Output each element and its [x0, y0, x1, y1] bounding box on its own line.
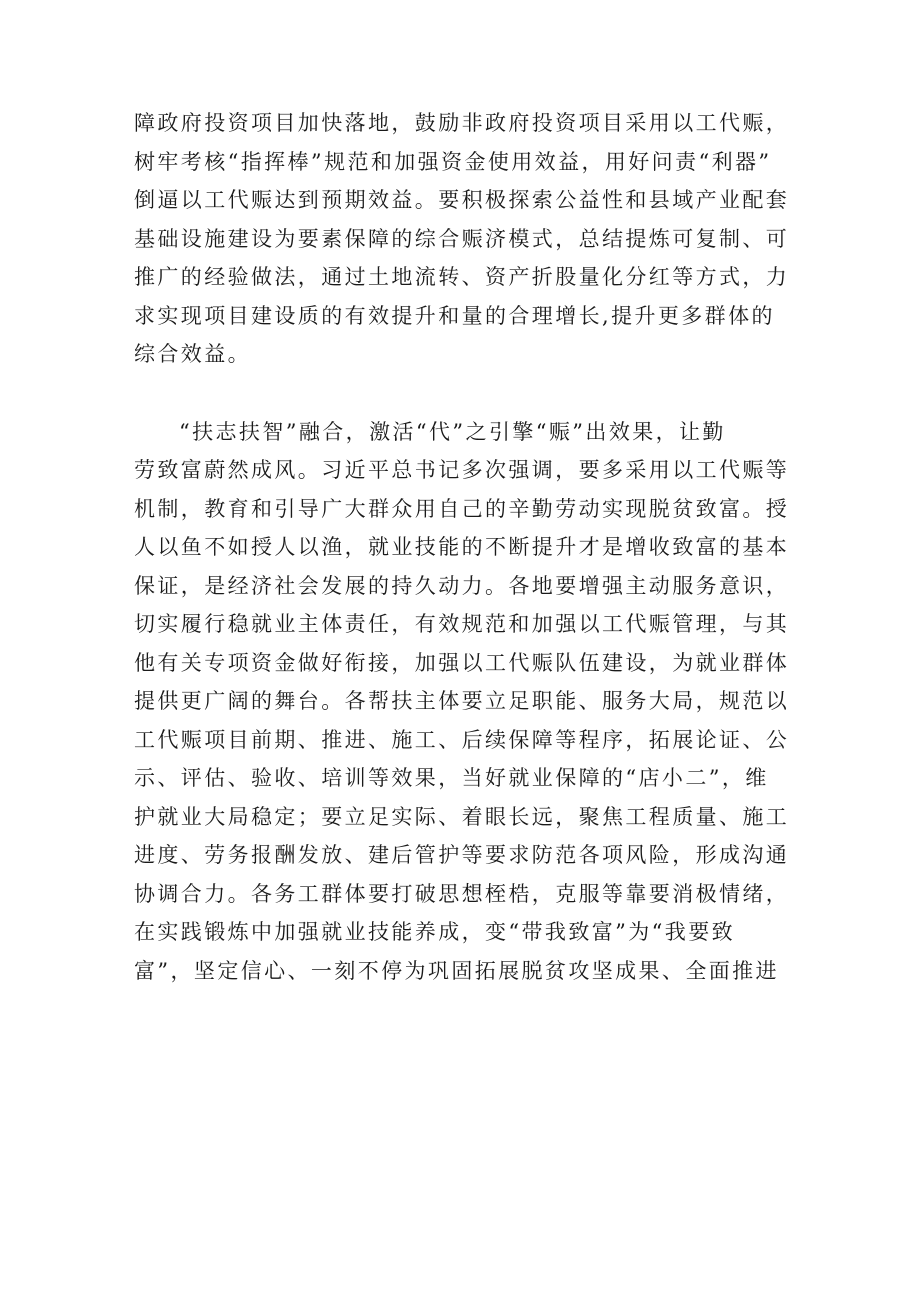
document-body — [134, 104, 794, 990]
paragraph-1-line: 树牢考核“指挥棒”规范和加强资金使用效益，用好问责“利器” — [134, 149, 772, 174]
paragraph-2-line: 示、评估、验收、培训等效果，当好就业保障的“店小二”，维 — [134, 766, 769, 790]
paragraph-2-line: 切实履行稳就业主体责任，有效规范和加强以工代赈管理，与其 — [134, 612, 790, 636]
paragraph-2-first-line: “扶志扶智”融合，激活“代”之引擎“赈”出效果，让勤 — [179, 419, 726, 444]
paragraph-2-line: 保证，是经济社会发展的持久动力。各地要增强主动服务意识， — [134, 573, 790, 598]
paragraph-2-line: 护就业大局稳定；要立足实际、着眼长远，聚焦工程质量、施工 — [134, 804, 790, 829]
paragraph-1-line: 障政府投资项目加快落地，鼓励非政府投资项目采用以工代赈， — [134, 111, 790, 135]
paragraph-1-line: 综合效益。 — [134, 342, 251, 366]
paragraph-1-line: 倒逼以工代赈达到预期效益。要积极探索公益性和县域产业配套 — [134, 188, 790, 212]
paragraph-2-line: 人以鱼不如授人以渔，就业技能的不断提升才是增收致富的基本 — [134, 535, 790, 559]
paragraph-2-line: 机制，教育和引导广大群众用自己的辛勤劳动实现脱贫致富。授 — [134, 496, 790, 521]
paragraph-2-line: 进度、劳务报酬发放、建后管护等要求防范各项风险，形成沟通 — [134, 843, 790, 867]
paragraph-2-line: 提供更广阔的舞台。各帮扶主体要立足职能、服务大局，规范以 — [134, 689, 790, 713]
paragraph-2-line: 协调合力。各务工群体要打破思想桎梏，克服等靠要消极情绪， — [134, 881, 790, 906]
paragraph-1-line: 推广的经验做法，通过土地流转、资产折股量化分红等方式，力 — [134, 265, 790, 289]
paragraph-2-line: 在实践锻炼中加强就业技能养成，变“带我致富”为“我要致 — [134, 920, 736, 944]
paragraph-2-line: 他有关专项资金做好衔接，加强以工代赈队伍建设，为就业群体 — [134, 650, 790, 675]
paragraph-2-line: 劳致富蔚然成风。习近平总书记多次强调，要多采用以工代赈等 — [134, 458, 790, 482]
paragraph-1 — [134, 104, 794, 374]
paragraph-2 — [134, 413, 794, 991]
paragraph-1-line: 基础设施建设为要素保障的综合赈济模式，总结提炼可复制、可 — [134, 226, 790, 251]
paragraph-2-line: 富”，坚定信心、一刻不停为巩固拓展脱贫攻坚成果、全面推进 — [134, 958, 779, 983]
paragraph-1-line: 求实现项目建设质的有效提升和量的合理增长,提升更多群体的 — [134, 303, 775, 328]
paragraph-2-line: 工代赈项目前期、推进、施工、后续保障等程序，拓展论证、公 — [134, 727, 790, 752]
paragraph-spacer — [134, 374, 794, 413]
